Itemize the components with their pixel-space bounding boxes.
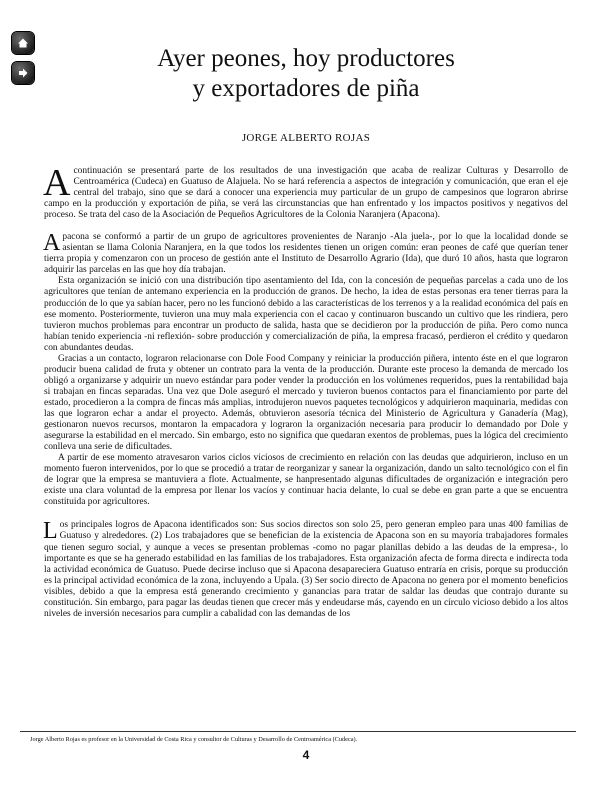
drop-cap: L bbox=[43, 518, 58, 545]
drop-cap: A bbox=[43, 162, 71, 204]
drop-cap: A bbox=[43, 230, 61, 257]
article-title bbox=[0, 44, 612, 104]
title-line-2: y exportadores de piña bbox=[192, 75, 420, 102]
paragraph-achievements bbox=[44, 520, 568, 619]
paragraph-dole: Gracias a un contacto, lograron relacionarse con Dole Food Company y reiniciar la producción piñera, intento éste en el que lograron producir buena calidad de fruta y obtener un contrato para la venta de la producción. Durante este proceso la demanda de mercado los obligó a organizarse y adquirir un nuevo estándar para poder vender la producción en los volúmenes requeridos, pues la rentabilidad baja si trabajan en fincas separadas. Una vez que Dole aseguró el mercado y tuvieron buenos contactos para el financiamiento por parte del estado, procedieron a la compra de fincas más amplias, introdujeron nuevos paquetes tecnológicos y adquirieron maquinaria, medidas con las que lograron echar a andar el proyecto. Además, obtuvieron asesoría técnica del Ministerio de Agricultura y Ganadería (Mag), gestionaron nuevos recursos, montaron la empacadora y lograron la organización necesaria para producir lo demandado por Dole y asegurarse la estabilidad en el mercado. Sin embargo, esto no significa que quedaran exentos de problemas, pues la lógica del crecimiento conlleva una serie de dificultades. bbox=[44, 353, 568, 453]
author-footnote: Jorge Alberto Rojas es profesor en la Universidad de Costa Rica y consultor de Culturas y Desarrollo de Centroamérica (Cudeca). bbox=[30, 736, 358, 743]
paragraph-text: continuación se presentará parte de los resultados de una investigación que acaba de realizar Culturas y Desarrollo de Centroamérica (Cudeca) en Guatuso de Alajuela. No se hará referencia a aspectos de integración y comunicación, que eran el eje central del trabajo, sino que se dará a conocer una experiencia muy particular de un grupo de campesinos que lograron abrirse campo en la producción y exportación de piña, se verá las circunstancias que han enfrentado y los impactos positivos y negativos del proceso. Se trata del caso de la Asociación de Pequeños Agricultores de la Colonia Naranjera (Apacona). bbox=[44, 166, 568, 221]
paragraph-growth: A partir de ese momento atravesaron varios ciclos viciosos de crecimiento en relación con las deudas que adquirieron, incluso en un momento fueron intervenidos, por lo que se procedió a tratar de reorganizar y sanear la organización, dando un salto tecnológico con el fin de lograr que la empresa se mantuviera a flote. Actualmente, se hanpresentado algunas dificultades de organización e integración pero existe una clara voluntad de la empresa por llenar los vacíos y continuar hacia delante, lo cual se debe en gran parte a que se encuentra constituida por agricultores. bbox=[44, 453, 568, 508]
paragraph-history: Esta organización se inició con una distribución tipo asentamiento del Ida, con la concesión de pequeñas parcelas a cada uno de los agricultores que tenían de antemano experiencia en la producción de granos. De hecho, la idea de estas personas era tener tierras para la producción de lo que ya sabían hacer, pero no les funcionó debido a las características de los terrenos y a la realidad económica del país en ese momento. Posteriormente, tuvieron una muy mala experiencia con el cacao y continuaron buscando un cultivo que les rindiera, pero tuvieron muchos problemas para encontrar un producto de salida, hasta que se decidieron por la producción de piña. Pero como nunca habían tenido experiencia -ni reflexión- sobre producción y comercialización de piña, la empresa fracasó, perdieron el crédito y quedaron con abundantes deudas. bbox=[44, 276, 568, 353]
paragraph-text: pacona se conformó a partir de un grupo de agricultores provenientes de Naranjo -Ala juela-, por lo que la localidad donde se asientan se llama Colonia Naranjera, en la que todos los residentes tienen un origen común: eran peones de café que querían tener tierra propia y comenzaron con un proceso de gestión ante el Instituto de Desarrollo Agrario (Ida), que duró 10 años, hasta que lograron adquirir las parcelas en las que hoy día trabajan. bbox=[44, 232, 568, 276]
footnote-divider bbox=[20, 731, 576, 732]
page-number: 4 bbox=[302, 748, 310, 762]
paragraph-intro bbox=[43, 162, 568, 221]
paragraph-origin bbox=[44, 232, 568, 276]
article-body bbox=[43, 162, 568, 620]
title-line-1: Ayer peones, hoy productores bbox=[157, 45, 455, 72]
paragraph-text: os principales logros de Apacona identificados son: Sus socios directos son solo 25, pero generan empleo para unas 400 familias de Guatuso y alrededores. (2) Los trabajadores que se benefician de la existencia de Apacona son en su mayoría trabajadores formales que tienen seguro social, y aunque a veces se presentan problemas -como no pagar planillas debido a las deudas de la empresa-, lo importante es que se ha generado estabilidad en las familias de los trabajadores. Esta organización afecta de forma directa e indirecta toda la actividad económica de Guatuso. Puede decirse incluso que si Apacona desapareciera Guatuso entraría en crisis, porque su producción es la principal actividad económica de la zona, incluyendo a Upala. (3) Ser socio directo de Apacona no genera por el momento beneficios visibles, debido a que la empresa está generando crecimiento y ganancias para tratar de saldar las deudas que contrajo durante su constitución. Sin embargo, para pagar las deudas tienen que crecer más y endeudarse más, cayendo en un círculo vicioso debido a los altos niveles de inversión necesarios para cumplir a cabalidad con las demandas de los bbox=[44, 520, 568, 619]
author-name: JORGE ALBERTO ROJAS bbox=[241, 132, 371, 144]
